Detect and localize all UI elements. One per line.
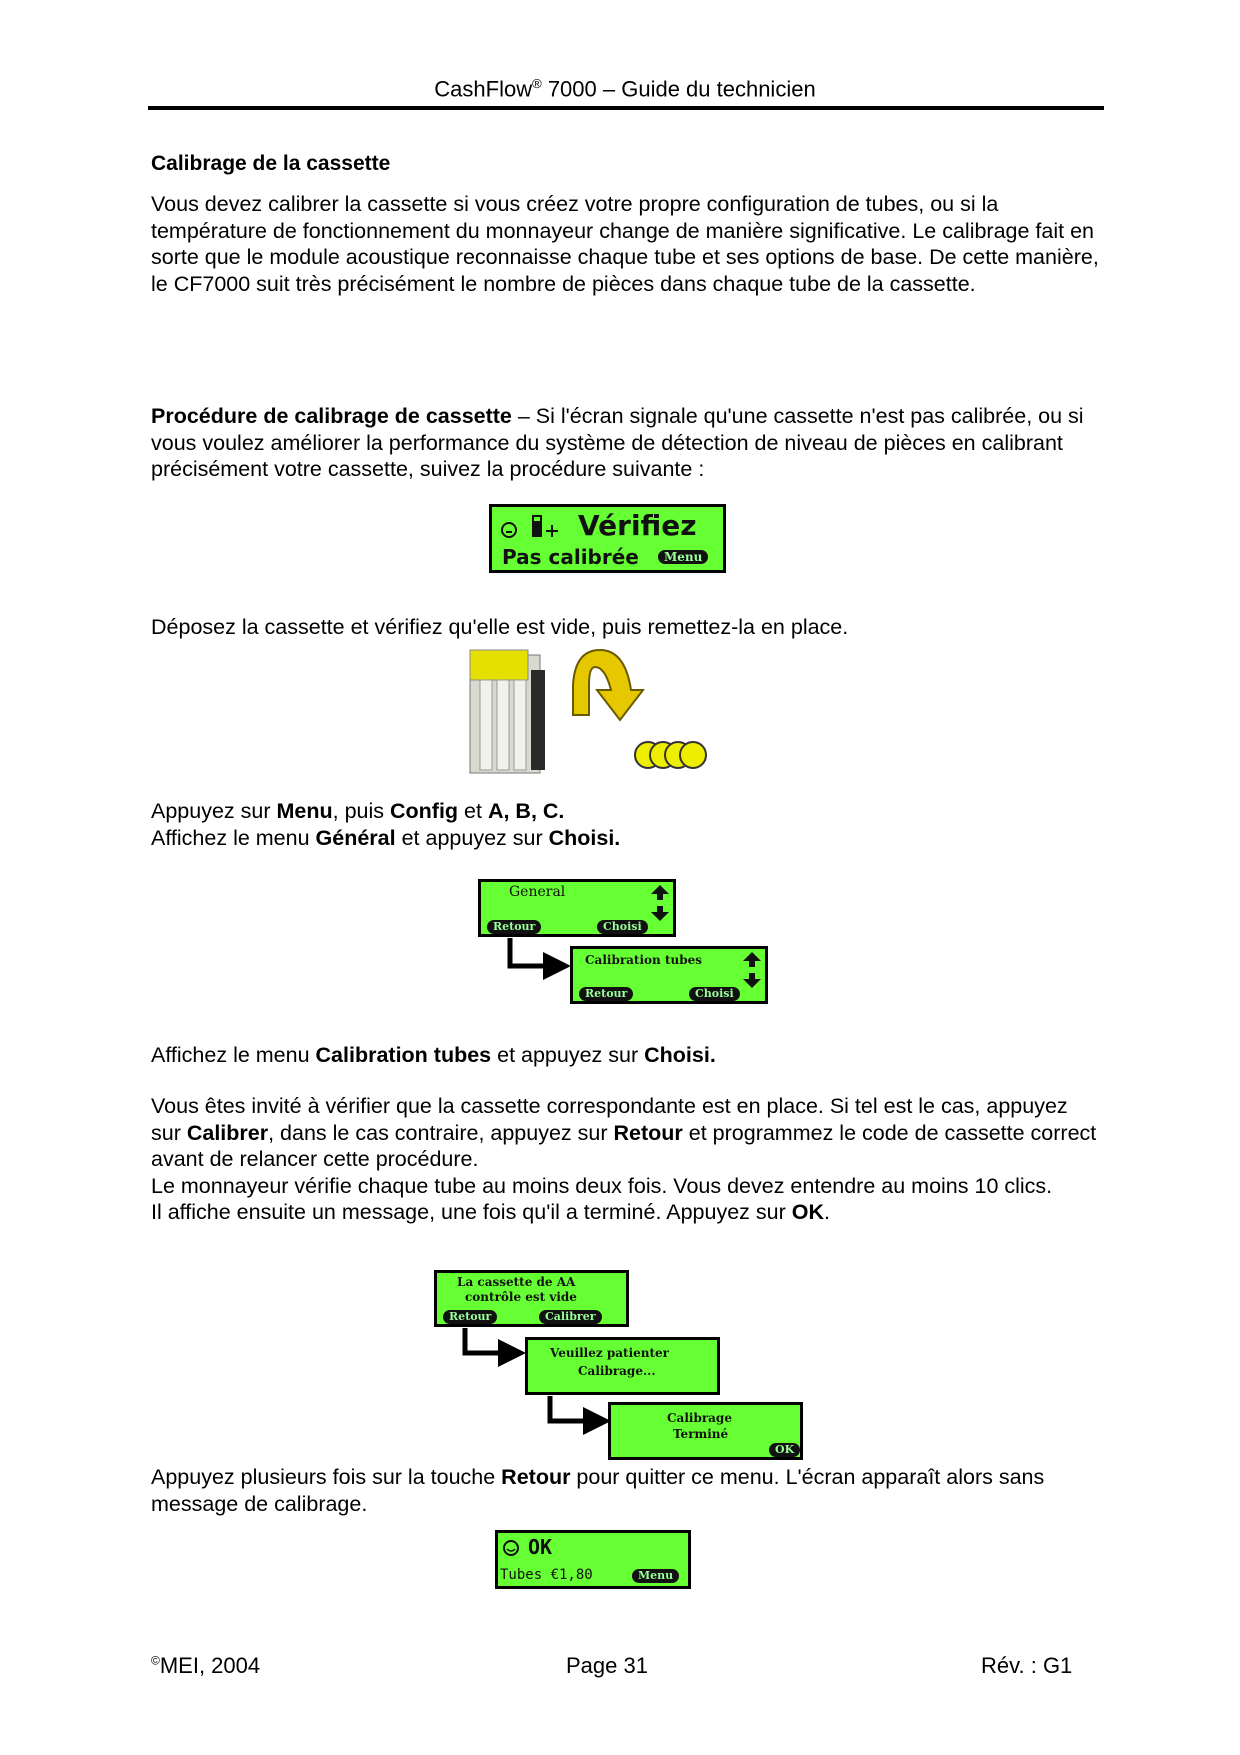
footer-copyright-text: MEI, 2004 bbox=[159, 1653, 261, 1678]
header-title: 7000 – Guide du technicien bbox=[541, 76, 816, 102]
smiley-icon bbox=[500, 521, 518, 539]
procedure-text: – Si l'écran signale qu'une cassette n'est pas calibrée, ou si vous voulez améliorer la performance du système de détection de niveau de pièces en calibrant précisément votre cassette, suivez la procédure suivante : bbox=[151, 404, 1084, 481]
calibration-menu-paragraph bbox=[151, 1042, 1101, 1069]
lcd-wait-line2: Calibrage... bbox=[578, 1364, 656, 1378]
registered-mark: ® bbox=[532, 76, 542, 91]
lcd-menu-softkey: Menu bbox=[658, 550, 708, 564]
intro-paragraph: Vous devez calibrer la cassette si vous créez votre propre configuration de tubes, ou si la température de fonctionnement du monnayeur change de manière significative. Le calibrage fait en sorte que le module acoustique reconnaisse chaque tube et ses options de base. De cette manière, le CF7000 suit très précisément le nombre de pièces dans chaque tube de la cassette. bbox=[151, 192, 1099, 296]
procedure-paragraph bbox=[151, 403, 1101, 483]
cassette-icon bbox=[530, 513, 560, 539]
up-down-arrows-icon bbox=[741, 951, 763, 989]
footer-copyright bbox=[151, 1653, 260, 1679]
lcd-general-title: General bbox=[509, 884, 566, 900]
remove-cassette-paragraph: Déposez la cassette et vérifiez qu'elle est vide, puis remettez-la en place. bbox=[151, 615, 849, 639]
cassette-empty-illustration bbox=[465, 645, 715, 780]
flow-arrow-icon bbox=[505, 938, 575, 990]
lcd-general-screen bbox=[478, 879, 676, 937]
lcd-menu-softkey: Menu bbox=[632, 1569, 679, 1583]
text-span: et bbox=[458, 799, 488, 823]
lcd-choisi-softkey: Choisi bbox=[597, 920, 648, 934]
footer-page-number: Page 31 bbox=[566, 1653, 648, 1678]
text-span: , puis bbox=[332, 799, 390, 823]
lcd-done-line1: Calibrage bbox=[667, 1411, 732, 1425]
lcd-retour-softkey: Retour bbox=[487, 920, 541, 934]
retour-key-text: Retour bbox=[613, 1120, 683, 1145]
text-span: Appuyez sur bbox=[151, 799, 277, 823]
lcd-choisi-softkey: Choisi bbox=[689, 987, 740, 1001]
config-key-text: Config bbox=[390, 799, 459, 823]
text-span: Affichez le menu bbox=[151, 1043, 316, 1067]
lcd-calibration-tubes-screen bbox=[570, 946, 768, 1004]
calibrer-key-text: Calibrer bbox=[186, 1120, 269, 1145]
lcd-cassette-line1: La cassette de AA bbox=[457, 1275, 576, 1289]
menu-key-text: Menu bbox=[276, 799, 333, 823]
text-span: Appuyez plusieurs fois sur la touche bbox=[151, 1465, 502, 1489]
lcd-wait-line1: Veuillez patienter bbox=[550, 1346, 669, 1360]
text-span: pour quitter ce menu. L'écran apparaît alors sans message de calibrage. bbox=[151, 1465, 1045, 1516]
text-span: , dans le cas contraire, appuyez sur bbox=[268, 1120, 614, 1145]
text-span: et programmez le code de cassette correct avant de relancer cette procédure. bbox=[151, 1120, 1097, 1171]
text-span: Vous êtes invité à vérifier que la cassette correspondante est en place. Si tel est le cas, appuyez sur bbox=[151, 1094, 1068, 1145]
general-menu-text: Général bbox=[315, 825, 396, 850]
section-title: Calibrage de la cassette bbox=[151, 152, 391, 175]
lcd-calibration-done-screen bbox=[608, 1402, 803, 1460]
lcd-cassette-line2: contrôle est vide bbox=[465, 1290, 577, 1304]
lcd-done-line2: Terminé bbox=[673, 1427, 729, 1441]
lcd-verifiez-screen bbox=[489, 504, 726, 573]
verify-cassette-paragraph bbox=[151, 1093, 1101, 1226]
text-span: et appuyez sur bbox=[395, 825, 549, 850]
abc-keys-text: A, B, C. bbox=[487, 799, 565, 823]
header-brand: CashFlow bbox=[434, 76, 533, 102]
footer-revision: Rév. : G1 bbox=[981, 1653, 1073, 1678]
clicks-text: Le monnayeur vérifie chaque tube au moins deux fois. Vous devez entendre au moins 10 clics. bbox=[151, 1173, 1053, 1198]
calibration-tubes-text: Calibration tubes bbox=[315, 1043, 492, 1067]
lcd-verifiez-title: Vérifiez bbox=[578, 509, 697, 542]
lcd-calibration-tubes-title: Calibration tubes bbox=[585, 953, 702, 967]
exit-menu-paragraph bbox=[151, 1464, 1101, 1517]
procedure-title: Procédure de calibrage de cassette bbox=[151, 404, 512, 428]
lcd-calibrer-softkey: Calibrer bbox=[539, 1310, 602, 1324]
text-span: et appuyez sur bbox=[491, 1043, 645, 1067]
text-span: . bbox=[823, 1200, 830, 1224]
page-header bbox=[150, 76, 1100, 102]
lcd-pas-calibree: Pas calibrée bbox=[502, 545, 639, 569]
text-span: Il affiche ensuite un message, une fois qu'il a terminé. Appuyez sur bbox=[151, 1200, 792, 1224]
lcd-please-wait-screen bbox=[525, 1337, 720, 1395]
text-span: Affichez le menu bbox=[151, 825, 316, 850]
lcd-retour-softkey: Retour bbox=[579, 987, 633, 1001]
header-rule bbox=[148, 106, 1104, 110]
lcd-retour-softkey: Retour bbox=[443, 1310, 497, 1324]
retour-key-text: Retour bbox=[501, 1465, 571, 1489]
ok-key-text: OK bbox=[791, 1200, 824, 1224]
flow-arrow-icon bbox=[460, 1328, 530, 1376]
menu-config-paragraph bbox=[151, 798, 1101, 851]
copyright-mark: © bbox=[151, 1653, 160, 1668]
lcd-ok-softkey: OK bbox=[769, 1443, 800, 1457]
flow-arrow-icon bbox=[545, 1396, 615, 1444]
lcd-cassette-check-screen bbox=[434, 1270, 629, 1327]
lcd-ok-screen bbox=[495, 1530, 691, 1589]
smiley-icon bbox=[502, 1539, 520, 1557]
choisi-key-text: Choisi. bbox=[644, 1043, 716, 1067]
lcd-tubes-value: Tubes €1,80 bbox=[500, 1567, 593, 1583]
lcd-ok-title: OK bbox=[528, 1535, 553, 1559]
up-down-arrows-icon bbox=[649, 884, 671, 922]
choisi-key-text: Choisi. bbox=[548, 825, 621, 850]
